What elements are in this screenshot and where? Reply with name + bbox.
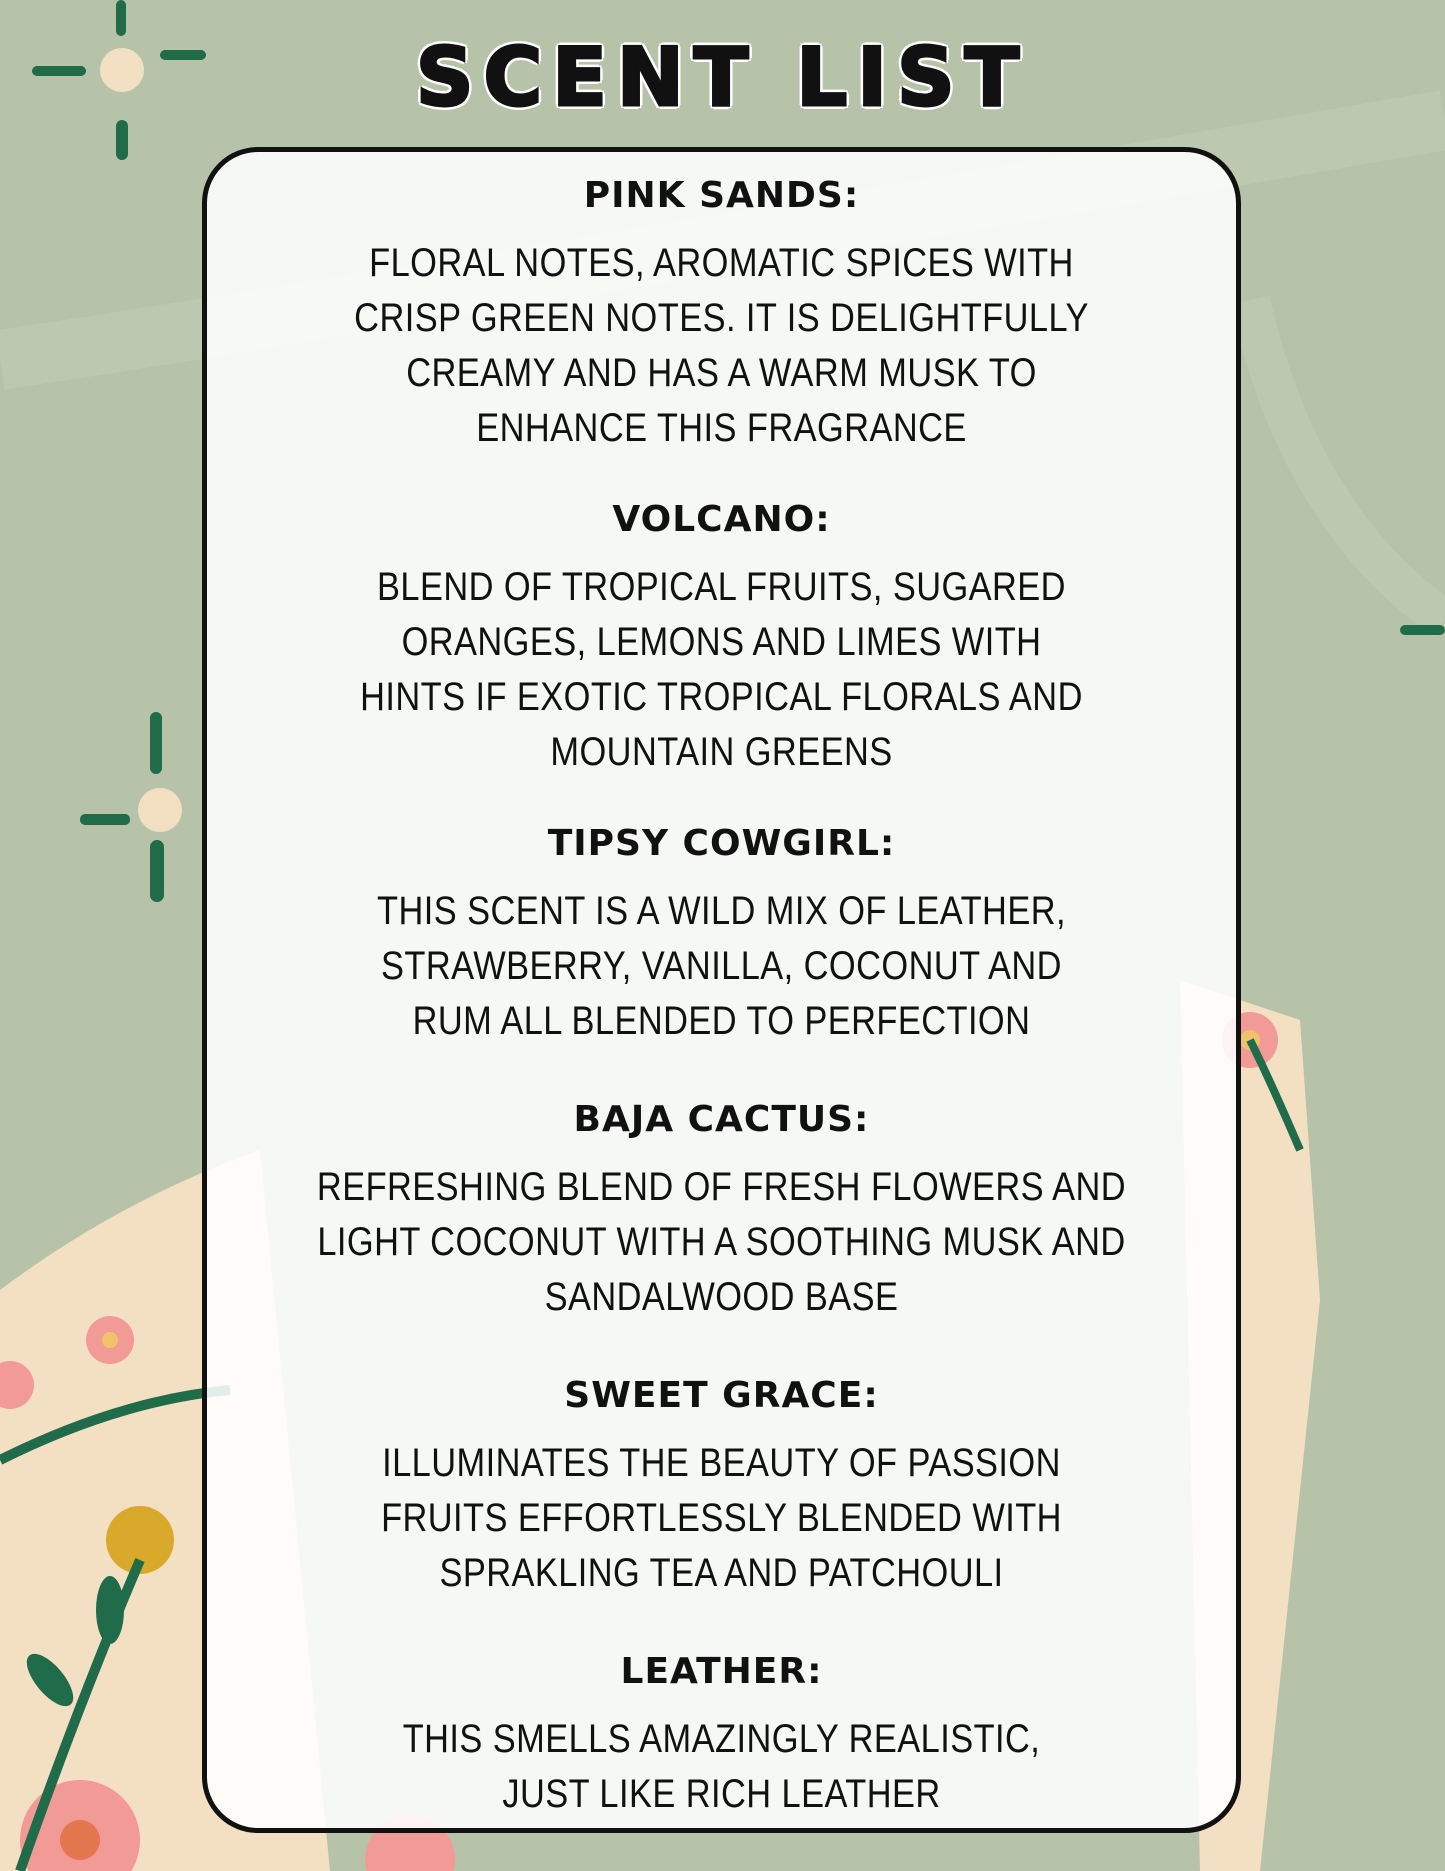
scent-name: TIPSY COWGIRL: xyxy=(547,823,896,864)
scent-description: THIS SMELLS AMAZINGLY REALISTIC, JUST LIKE RICH LEATHER xyxy=(402,1717,1041,1816)
scent-item-leather xyxy=(207,1650,1236,1822)
scent-item-pink-sands xyxy=(207,174,1236,456)
scent-description: THIS SCENT IS A WILD MIX OF LEATHER, STRAWBERRY, VANILLA, COCONUT AND RUM ALL BLENDED TO PERFECTION xyxy=(377,889,1066,1043)
page-title: SCENT LIST xyxy=(415,31,1030,124)
scent-item-tipsy-cowgirl xyxy=(207,822,1236,1049)
scent-name: PINK SANDS: xyxy=(583,175,860,216)
scent-name: VOLCANO: xyxy=(612,499,831,540)
scent-item-baja-cactus xyxy=(207,1098,1236,1325)
scent-name: SWEET GRACE: xyxy=(564,1375,879,1416)
scent-description: BLEND OF TROPICAL FRUITS, SUGARED ORANGES, LEMONS AND LIMES WITH HINTS IF EXOTIC TROPICAL FLORALS AND MOUNTAIN GREENS xyxy=(360,565,1083,774)
scent-item-sweet-grace xyxy=(207,1374,1236,1601)
scent-list-card xyxy=(202,147,1241,1833)
scent-description: ILLUMINATES THE BEAUTY OF PASSION FRUITS EFFORTLESSLY BLENDED WITH SPRAKLING TEA AND PATCHOULI xyxy=(381,1441,1062,1595)
scent-description: FLORAL NOTES, AROMATIC SPICES WITH CRISP GREEN NOTES. IT IS DELIGHTFULLY CREAMY AND HAS A WARM MUSK TO ENHANCE THIS FRAGRANCE xyxy=(354,241,1089,450)
scent-name: BAJA CACTUS: xyxy=(573,1099,870,1140)
scent-item-volcano xyxy=(207,498,1236,780)
scent-name: LEATHER: xyxy=(620,1651,823,1692)
scent-description: REFRESHING BLEND OF FRESH FLOWERS AND LIGHT COCONUT WITH A SOOTHING MUSK AND SANDALWOOD BASE xyxy=(316,1165,1127,1319)
